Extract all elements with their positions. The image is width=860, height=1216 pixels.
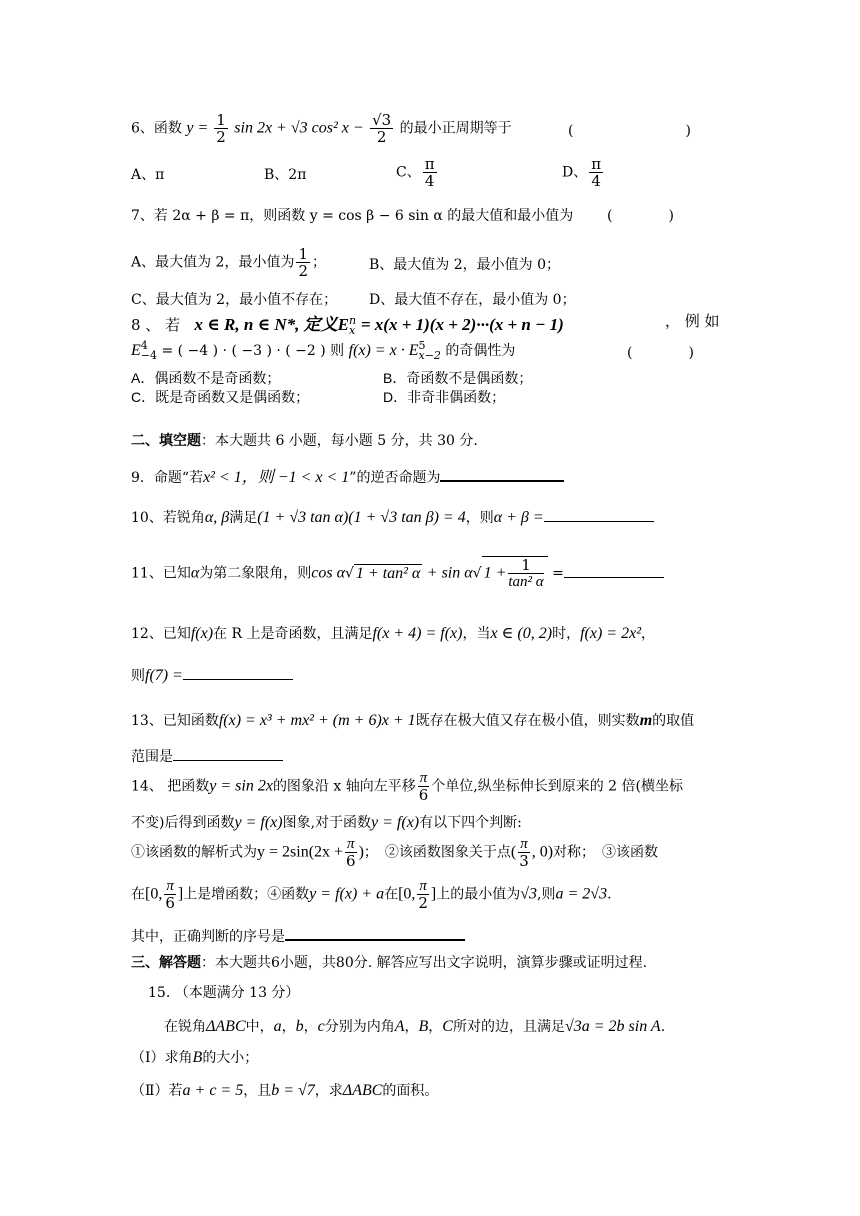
q14-line-1: 14、 把函数y = sin 2x的图象沿 x 轴向左平移 $\frac{\pi}{6}$ 个单位,纵坐标伸长到原来的 2 倍(横坐标: [131, 770, 683, 804]
q9-answer-blank[interactable]: [440, 480, 564, 482]
q12-line-2: 则f(7) =: [131, 665, 293, 685]
q6-line: 6、函数 y = $\frac{1}{2}$ sin 2x + √3 cos² x − $\frac{√3}{2}$ 的最小正周期等于: [131, 111, 512, 146]
q14-line-3: ①该函数的解析式为y = 2sin(2x + $\frac{\pi}{6}$ )； ②该函数图象关于点( $\frac{\pi}{3}$ , 0)对称； ③该函数: [131, 836, 659, 870]
q14-answer-blank[interactable]: [285, 939, 465, 941]
q15-header: 15. （本题满分 13 分）: [148, 985, 300, 1001]
q8-option-c: C．既是奇函数又是偶函数；: [131, 389, 310, 405]
q14-line-4: 在[0, $\frac{\pi}{6}$ ]上是增函数；④函数y = f(x) + a在[0, $\frac{\pi}{2}$ ]上的最小值为√3,则a = 2√3.: [131, 878, 612, 912]
q7-line: 7、若 2α + β = π，则函数 y = cos β − 6 sin α 的最大值和最小值为: [131, 208, 574, 224]
q7-option-c: C、最大值为 2，最小值不存在；: [131, 292, 338, 308]
q8-line-2: E 4 −4 = ( −4 ) · ( −3 ) · ( −2 ) 则 f(x) = x · E 5 x−2 的奇偶性为: [131, 339, 516, 362]
section-3-heading: 三、解答题：本大题共6小题，共80分. 解答应写出文字说明，演算步骤或证明过程.: [131, 955, 648, 971]
q14-line-5: 其中，正确判断的序号是: [131, 926, 465, 946]
q10-answer-blank[interactable]: [544, 521, 654, 522]
q7-option-a: A、最大值为 2，最小值为 $\frac{1}{2}$ ；: [131, 245, 327, 280]
q7-option-d: D、最大值不存在，最小值为 0；: [369, 292, 576, 308]
q7-bracket: ( ): [607, 208, 674, 224]
q12-line-1: 12、已知f(x)在 R 上是奇函数，且满足f(x + 4) = f(x)，当x ∈ (0, 2)时，f(x) = 2x²，: [131, 625, 655, 642]
q6-bracket: ( ): [568, 123, 691, 139]
q15-part-2: （Ⅱ）若a + c = 5，且b = √7，求ΔABC的面积。: [131, 1082, 439, 1099]
q15-part-1: （Ⅰ）求角B的大小；: [131, 1049, 259, 1066]
q8-option-a: A．偶函数不是奇函数；: [131, 370, 281, 386]
q8-line-1: 8 、 若 x ∈ R, n ∈ N*, 定义E n x = x(x + 1)(x + 2)···(x + n − 1) ， 例 如: [131, 312, 720, 337]
q6-option-b: B、2π: [264, 167, 307, 183]
q14-line-2: 不变)后得到函数y = f(x)图象,对于函数y = f(x)有以下四个判断:: [131, 814, 522, 831]
q12-answer-blank[interactable]: [183, 679, 293, 680]
q13-answer-blank[interactable]: [173, 760, 283, 761]
q9-line: 9．命题“若x² < 1，则 −1 < x < 1”的逆否命题为: [131, 464, 564, 487]
q7-option-b: B、最大值为 2，最小值为 0；: [369, 257, 561, 273]
q11-answer-blank[interactable]: [564, 577, 664, 578]
q6-option-a: A、π: [131, 167, 165, 183]
q6-option-c: C、 $\frac{\pi}{4}$: [396, 155, 435, 190]
q15-statement: 在锐角ΔABC中，a，b，c分别为内角A，B，C所对的边，且满足√3a = 2b sin A.: [164, 1018, 666, 1035]
q10-line: 10、若锐角α, β满足(1 + √3 tan α)(1 + √3 tan β) = 4，则α + β =: [131, 507, 654, 527]
q8-option-d: D．非奇非偶函数；: [383, 389, 506, 405]
q8-option-b: B．奇函数不是偶函数；: [383, 370, 533, 386]
q11-line: 11、已知α为第二象限角，则cos α√ 1 + tan² α + sin α√ 1 + $\frac{1}{\text{tan² α}}$ =: [131, 556, 664, 590]
q8-bracket: ( ): [627, 345, 694, 361]
q13-line-1: 13、已知函数f(x) = x³ + mx² + (m + 6)x + 1既存在极大值又存在极小值，则实数m的取值: [131, 712, 695, 729]
q6-option-d: D、 $\frac{\pi}{4}$: [562, 155, 602, 190]
q13-line-2: 范围是: [131, 746, 283, 766]
section-2-heading: 二、填空题：本大题共 6 小题，每小题 5 分，共 30 分.: [131, 433, 478, 449]
